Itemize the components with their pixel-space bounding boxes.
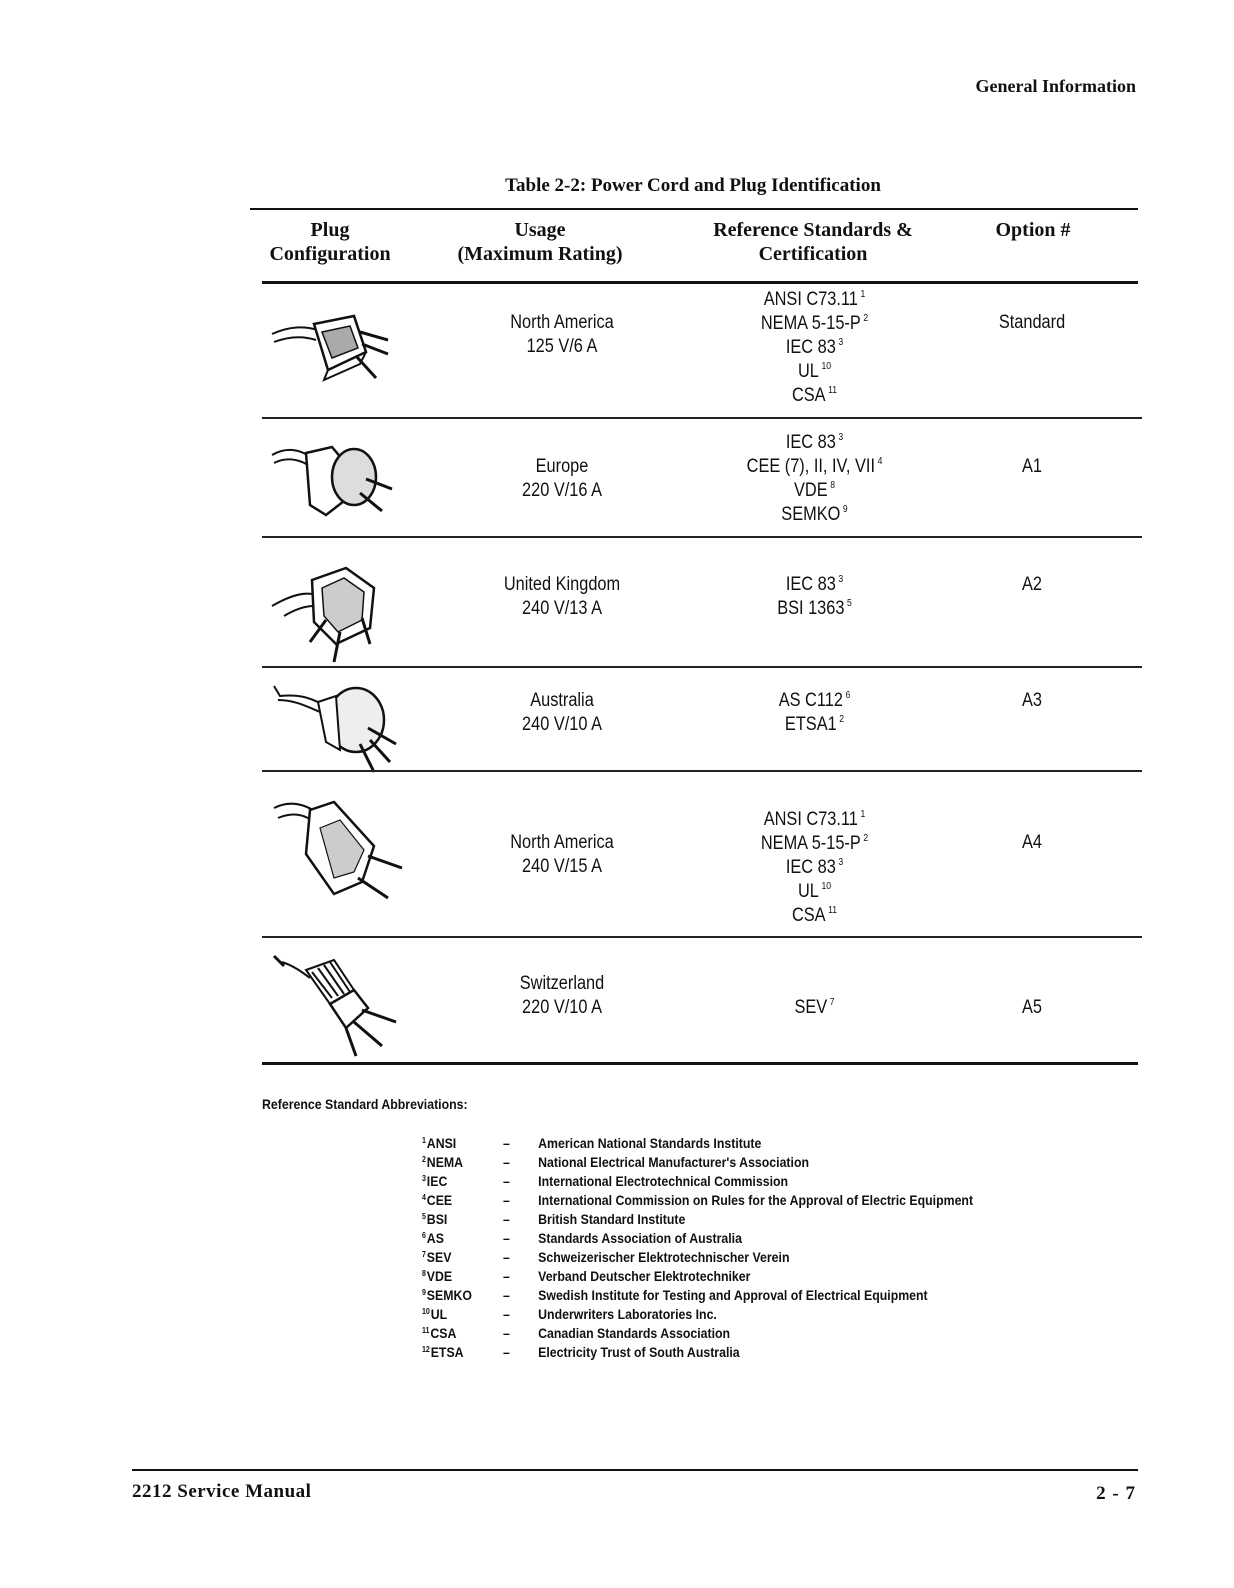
option-value: A5: [1022, 997, 1042, 1018]
north-america-240v-plug-icon: [270, 798, 410, 918]
row-divider: [262, 417, 1142, 419]
abbreviation-item: $^8$VDE – Verband Deutscher Elektrotechniker: [422, 1268, 751, 1284]
column-header-option: Option #: [995, 219, 1071, 241]
ref-standard: VDE $^8$: [794, 480, 835, 501]
abbreviation-item: $^6$AS – Standards Association of Australia: [422, 1230, 742, 1246]
abbreviation-item: $^2$NEMA – National Electrical Manufacturer's Association: [422, 1154, 810, 1170]
section-heading: General Information: [975, 76, 1136, 96]
usage-rating: 240 V/10 A: [522, 714, 602, 735]
ref-standard: UL $^{10}$: [797, 881, 832, 902]
ref-standard: SEV $^7$: [794, 997, 835, 1018]
column-header-usage: Usage (Maximum Rating): [457, 219, 623, 265]
ref-standard: CEE (7), II, IV, VII $^4$: [746, 456, 883, 477]
row-divider: [262, 666, 1142, 668]
usage-rating: 220 V/16 A: [522, 480, 602, 501]
ref-standard: BSI 1363 $^5$: [777, 598, 852, 619]
row-divider: [262, 770, 1142, 772]
europe-plug-icon: [270, 435, 400, 535]
ref-standard: IEC 83 $^3$: [785, 574, 844, 595]
united-kingdom-plug-icon: [270, 558, 400, 668]
abbreviation-item: $^3$IEC – International Electrotechnical Commission: [422, 1173, 789, 1189]
usage-region: Switzerland: [519, 973, 605, 994]
australia-plug-icon: [270, 680, 410, 776]
header-bottom-rule: [262, 281, 1138, 284]
column-header-plug: Plug Configuration: [269, 219, 391, 265]
abbreviation-item: $^{10}$UL – Underwriters Laboratories Inc.: [422, 1306, 717, 1322]
ref-standard: CSA $^{11}$: [791, 385, 838, 406]
column-header-refs: Reference Standards & Certification: [713, 219, 913, 265]
option-value: A3: [1022, 690, 1042, 711]
table-caption: Table 2-2: Power Cord and Plug Identification: [505, 175, 881, 196]
abbreviation-item: $^1$ANSI – American National Standards Institute: [422, 1135, 762, 1151]
table-row: [262, 770, 1142, 936]
table-top-rule: [250, 208, 1138, 210]
ref-standard: AS C112 $^6$: [778, 690, 851, 711]
abbreviation-item: $^4$CEE – International Commission on Rules for the Approval of Electric Equipment: [422, 1192, 974, 1208]
footer-manual-title: 2212 Service Manual: [132, 1481, 312, 1502]
ref-standard: SEMKO $^9$: [781, 504, 848, 525]
table-row: [262, 936, 1142, 1062]
option-value: Standard: [998, 312, 1066, 333]
ref-standard: IEC 83 $^3$: [785, 337, 844, 358]
ref-standard: ANSI C73.11 $^1$: [763, 289, 866, 310]
usage-region: Europe: [535, 456, 589, 477]
ref-standard: IEC 83 $^3$: [785, 432, 844, 453]
usage-region: North America: [510, 832, 614, 853]
ref-standard: CSA $^{11}$: [791, 905, 838, 926]
row-divider: [262, 936, 1142, 938]
ref-standard: NEMA 5-15-P $^2$: [760, 313, 869, 334]
abbreviations-title: Reference Standard Abbreviations:: [262, 1096, 468, 1112]
usage-rating: 220 V/10 A: [522, 997, 602, 1018]
north-america-125v-plug-icon: [270, 296, 400, 396]
table-row: [262, 666, 1142, 770]
usage-rating: 240 V/13 A: [522, 598, 602, 619]
option-value: A4: [1022, 832, 1042, 853]
row-divider: [262, 536, 1142, 538]
abbreviation-item: $^5$BSI – British Standard Institute: [422, 1211, 686, 1227]
abbreviation-item: $^{11}$CSA – Canadian Standards Association: [422, 1325, 731, 1341]
usage-region: Australia: [530, 690, 594, 711]
table-row: [262, 417, 1142, 535]
usage-rating: 125 V/6 A: [526, 336, 598, 357]
ref-standard: ETSA1 $^2$: [784, 714, 845, 735]
usage-region: United Kingdom: [503, 574, 621, 595]
abbreviation-item: $^7$SEV – Schweizerischer Elektrotechnischer Verein: [422, 1249, 790, 1265]
switzerland-plug-icon: [270, 950, 410, 1060]
abbreviation-item: $^{12}$ETSA – Electricity Trust of South Australia: [422, 1344, 740, 1360]
abbreviation-item: $^9$SEMKO – Swedish Institute for Testing and Approval of Electrical Equipment: [422, 1287, 928, 1303]
ref-standard: UL $^{10}$: [797, 361, 832, 382]
ref-standard: ANSI C73.11 $^1$: [763, 809, 866, 830]
usage-rating: 240 V/15 A: [522, 856, 602, 877]
table-bottom-rule: [262, 1062, 1138, 1065]
footer-rule: [132, 1469, 1138, 1471]
footer-page-number: 2 - 7: [1096, 1483, 1136, 1504]
ref-standard: NEMA 5-15-P $^2$: [760, 833, 869, 854]
option-value: A2: [1022, 574, 1042, 595]
table-row: [262, 536, 1142, 666]
option-value: A1: [1022, 456, 1042, 477]
usage-region: North America: [510, 312, 614, 333]
ref-standard: IEC 83 $^3$: [785, 857, 844, 878]
table-row: [262, 286, 1142, 416]
